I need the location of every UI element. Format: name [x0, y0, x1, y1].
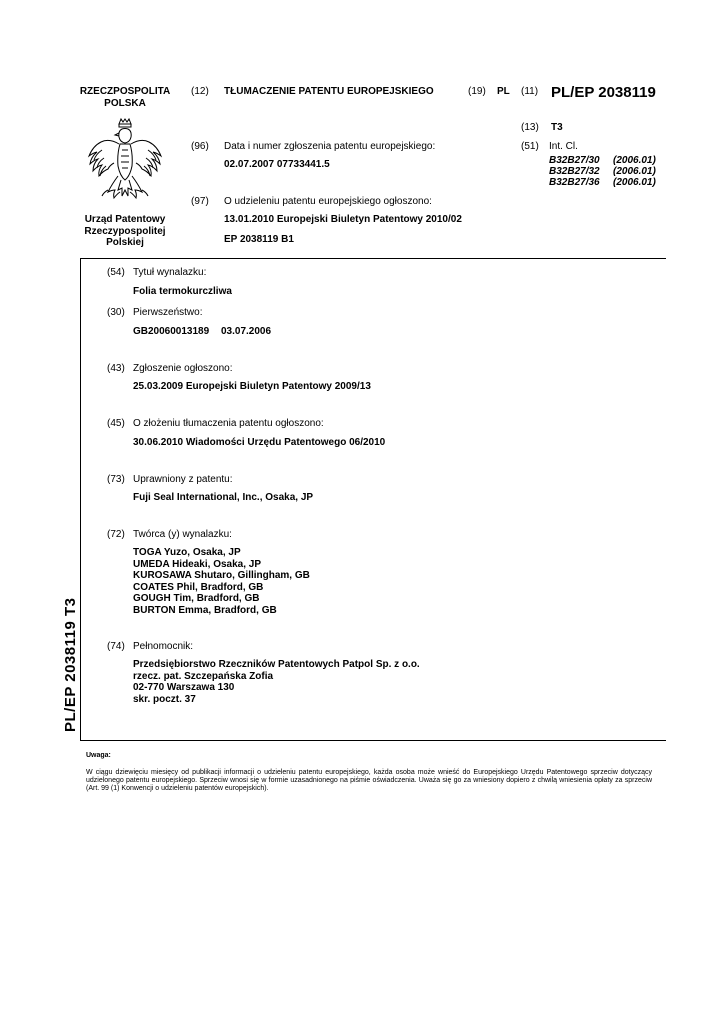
code-72: (72)	[107, 529, 125, 540]
ipc-row	[549, 177, 656, 188]
translation-pub-label: O złożeniu tłumaczenia patentu ogłoszono:	[133, 418, 324, 429]
title-label: Tytuł wynalazku:	[133, 267, 207, 278]
footer-divider	[80, 740, 666, 741]
polish-eagle-emblem	[86, 116, 164, 208]
representative-line: skr. poczt. 37	[133, 693, 196, 705]
code-51: (51)	[521, 141, 539, 152]
inventor-item: BURTON Emma, Bradford, GB	[133, 604, 277, 616]
inventor-item: KUROSAWA Shutaro, Gillingham, GB	[133, 570, 310, 582]
ipc-row	[549, 155, 656, 166]
code-73: (73)	[107, 474, 125, 485]
country-code: PL	[497, 86, 510, 97]
note-text: W ciągu dziewięciu miesięcy od publikacji informacji o udzieleniu patentu europejskiego, każda osoba może wnieść do Europejskiego Urzędu Patentowego sprzeciw dotyczący udzielonego patentu europejskiego. Sprzeciw wnosi się w formie uzasadnionego na piśmie oświadczenia. Uważa się go za wniesiony dopiero z chwilą wniesienia opłaty za sprzeciw (Art. 99 (1) Konwencji o udzieleniu patentów europejskich).	[86, 769, 652, 793]
proprietor-value: Fuji Seal International, Inc., Osaka, JP	[133, 492, 314, 503]
application-pub-value: 25.03.2009 Europejski Biuletyn Patentowy 2009/13	[133, 381, 371, 392]
side-label-text: PL/EP 2038119 T3	[62, 597, 79, 732]
ipc-label: Int. Cl.	[549, 141, 578, 152]
representative-block	[133, 659, 420, 705]
document-type: TŁUMACZENIE PATENTU EUROPEJSKIEGO	[224, 86, 434, 97]
publication-number: PL/EP 2038119	[551, 84, 656, 101]
code-19: (19)	[468, 86, 486, 97]
code-54: (54)	[107, 267, 125, 278]
inventor-item: UMEDA Hideaki, Osaka, JP	[133, 558, 262, 570]
inventor-item: GOUGH Tim, Bradford, GB	[133, 593, 260, 605]
inventors-label: Twórca (y) wynalazku:	[133, 529, 232, 540]
translation-pub-value: 30.06.2010 Wiadomości Urzędu Patentowego 06/2010	[133, 437, 386, 448]
filing-value: 02.07.2007 07733441.5	[224, 159, 330, 170]
code-96: (96)	[191, 141, 209, 152]
proprietor-label: Uprawniony z patentu:	[133, 474, 233, 485]
grant-value-2: EP 2038119 B1	[224, 234, 294, 245]
country-line1: RZECZPOSPOLITA	[79, 86, 171, 97]
country-name	[78, 86, 172, 110]
ipc-version: (2006.01)	[613, 177, 656, 188]
code-12: (12)	[191, 86, 209, 97]
priority-number: GB20060013189	[133, 326, 210, 337]
kind-value: T3	[551, 122, 563, 133]
inventor-item: TOGA Yuzo, Osaka, JP	[133, 547, 241, 558]
ipc-class: B32B27/32	[549, 166, 600, 177]
grant-label: O udzieleniu patentu europejskiego ogłoszono:	[224, 196, 432, 207]
invention-title: Folia termokurczliwa	[133, 286, 232, 297]
representative-line: Przedsiębiorstwo Rzeczników Patentowych Patpol Sp. z o.o.	[133, 659, 420, 670]
priority-label: Pierwszeństwo:	[133, 307, 203, 318]
ipc-row	[549, 166, 656, 177]
representative-line: 02-770 Warszawa 130	[133, 682, 235, 694]
priority-date: 03.07.2006	[221, 326, 272, 337]
inventors-list	[133, 547, 310, 617]
code-97: (97)	[191, 196, 209, 207]
header-divider	[80, 258, 666, 259]
office-line2: Rzeczypospolitej	[84, 225, 166, 237]
application-pub-label: Zgłoszenie ogłoszono:	[133, 363, 233, 374]
inventor-item: COATES Phil, Bradford, GB	[133, 581, 264, 593]
country-line2: POLSKA	[104, 98, 146, 109]
office-line3: Polskiej	[106, 237, 144, 248]
ipc-version: (2006.01)	[613, 166, 656, 177]
code-11: (11)	[521, 86, 539, 97]
patent-office-name	[78, 214, 172, 249]
representative-line: rzecz. pat. Szczepańska Zofia	[133, 670, 274, 682]
side-publication-label	[62, 582, 92, 732]
ipc-class: B32B27/36	[549, 177, 600, 188]
filing-label: Data i numer zgłoszenia patentu europejskiego:	[224, 141, 436, 152]
code-43: (43)	[107, 363, 125, 374]
office-line1: Urząd Patentowy	[84, 214, 166, 225]
ipc-table	[549, 155, 656, 188]
ipc-class: B32B27/30	[549, 155, 600, 166]
code-74: (74)	[107, 641, 125, 652]
representative-label: Pełnomocnik:	[133, 641, 194, 652]
code-13: (13)	[521, 122, 539, 133]
code-45: (45)	[107, 418, 125, 429]
code-30: (30)	[107, 307, 125, 318]
ipc-version: (2006.01)	[613, 155, 656, 166]
note-title: Uwaga:	[86, 752, 111, 759]
grant-value-1: 13.01.2010 Europejski Biuletyn Patentowy 2010/02	[224, 214, 462, 225]
